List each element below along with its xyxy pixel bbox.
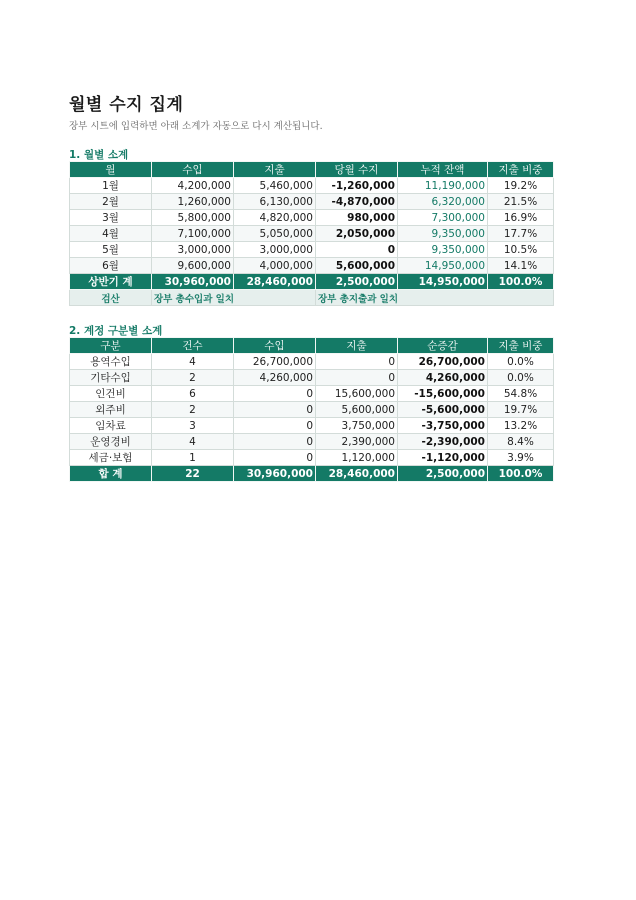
total-label-cell[interactable]: 상반기 계: [70, 274, 152, 290]
count-cell[interactable]: 2: [152, 370, 234, 386]
accounts-table: [69, 337, 554, 482]
month-cell[interactable]: 5월: [70, 242, 152, 258]
income-cell[interactable]: 1,260,000: [152, 194, 234, 210]
check-row: [70, 290, 554, 306]
income-cell[interactable]: 9,600,000: [152, 258, 234, 274]
net-cell[interactable]: 5,600,000: [316, 258, 398, 274]
header-cell[interactable]: 수입: [152, 162, 234, 178]
header-cell[interactable]: 지출: [316, 338, 398, 354]
page-subtitle: 장부 시트에 입력하면 아래 소계가 자동으로 다시 계산됩니다.: [69, 121, 323, 132]
expense-cell[interactable]: 5,460,000: [234, 178, 316, 194]
balance-cell[interactable]: 9,350,000: [398, 226, 488, 242]
expense-cell[interactable]: 0: [316, 370, 398, 386]
total-count-cell[interactable]: 22: [152, 466, 234, 482]
header-cell[interactable]: 지출 비중: [488, 162, 554, 178]
monthly-table: [69, 161, 554, 306]
table-row: [70, 242, 554, 258]
expense-cell[interactable]: 0: [316, 354, 398, 370]
month-cell[interactable]: 6월: [70, 258, 152, 274]
net-cell[interactable]: 4,260,000: [398, 370, 488, 386]
total-net-cell[interactable]: 2,500,000: [316, 274, 398, 290]
total-ratio-cell[interactable]: 100.0%: [488, 466, 554, 482]
expense-cell[interactable]: 3,000,000: [234, 242, 316, 258]
category-cell[interactable]: 기타수입: [70, 370, 152, 386]
ratio-cell[interactable]: 0.0%: [488, 370, 554, 386]
balance-cell[interactable]: 9,350,000: [398, 242, 488, 258]
accounts-section-title: 2. 계정 구분별 소계: [69, 325, 163, 337]
expense-cell[interactable]: 3,750,000: [316, 418, 398, 434]
balance-cell[interactable]: 11,190,000: [398, 178, 488, 194]
header-cell[interactable]: 월: [70, 162, 152, 178]
ratio-cell[interactable]: 16.9%: [488, 210, 554, 226]
category-cell[interactable]: 외주비: [70, 402, 152, 418]
balance-cell[interactable]: 6,320,000: [398, 194, 488, 210]
total-row: [70, 466, 554, 482]
total-ratio-cell[interactable]: 100.0%: [488, 274, 554, 290]
accounts-header-row: [70, 338, 554, 354]
count-cell[interactable]: 6: [152, 386, 234, 402]
income-cell[interactable]: 4,200,000: [152, 178, 234, 194]
income-cell[interactable]: 0: [234, 450, 316, 466]
net-cell[interactable]: -15,600,000: [398, 386, 488, 402]
income-cell[interactable]: 4,260,000: [234, 370, 316, 386]
check-label-cell[interactable]: 검산: [70, 290, 152, 306]
category-cell[interactable]: 임차료: [70, 418, 152, 434]
table-row: [70, 354, 554, 370]
income-cell[interactable]: 26,700,000: [234, 354, 316, 370]
net-cell[interactable]: 2,050,000: [316, 226, 398, 242]
header-cell[interactable]: 지출 비중: [488, 338, 554, 354]
count-cell[interactable]: 3: [152, 418, 234, 434]
ratio-cell[interactable]: 8.4%: [488, 434, 554, 450]
ratio-cell[interactable]: 19.7%: [488, 402, 554, 418]
net-cell[interactable]: -1,260,000: [316, 178, 398, 194]
total-expense-cell[interactable]: 28,460,000: [316, 466, 398, 482]
ratio-cell[interactable]: 10.5%: [488, 242, 554, 258]
ratio-cell[interactable]: 19.2%: [488, 178, 554, 194]
income-cell[interactable]: 0: [234, 402, 316, 418]
income-cell[interactable]: 0: [234, 418, 316, 434]
header-cell[interactable]: 당월 수지: [316, 162, 398, 178]
expense-cell[interactable]: 4,000,000: [234, 258, 316, 274]
ratio-cell[interactable]: 13.2%: [488, 418, 554, 434]
income-cell[interactable]: 3,000,000: [152, 242, 234, 258]
expense-cell[interactable]: 6,130,000: [234, 194, 316, 210]
total-row: [70, 274, 554, 290]
table-row: [70, 370, 554, 386]
table-row: [70, 210, 554, 226]
balance-cell[interactable]: 14,950,000: [398, 258, 488, 274]
net-cell[interactable]: 0: [316, 242, 398, 258]
total-label-cell[interactable]: 합 계: [70, 466, 152, 482]
header-cell[interactable]: 순증감: [398, 338, 488, 354]
income-cell[interactable]: 7,100,000: [152, 226, 234, 242]
ratio-cell[interactable]: 3.9%: [488, 450, 554, 466]
month-cell[interactable]: 2월: [70, 194, 152, 210]
count-cell[interactable]: 4: [152, 354, 234, 370]
ratio-cell[interactable]: 21.5%: [488, 194, 554, 210]
net-cell[interactable]: 26,700,000: [398, 354, 488, 370]
income-cell[interactable]: 0: [234, 386, 316, 402]
net-cell[interactable]: -1,120,000: [398, 450, 488, 466]
month-cell[interactable]: 4월: [70, 226, 152, 242]
header-cell[interactable]: 수입: [234, 338, 316, 354]
total-income-cell[interactable]: 30,960,000: [234, 466, 316, 482]
category-cell[interactable]: 인건비: [70, 386, 152, 402]
table-row: [70, 226, 554, 242]
net-cell[interactable]: -3,750,000: [398, 418, 488, 434]
category-cell[interactable]: 세금·보험: [70, 450, 152, 466]
category-cell[interactable]: 용역수입: [70, 354, 152, 370]
table-row: [70, 194, 554, 210]
ratio-cell[interactable]: 17.7%: [488, 226, 554, 242]
check-expense-cell[interactable]: 장부 총지출과 일치: [316, 290, 554, 306]
header-cell[interactable]: 구분: [70, 338, 152, 354]
header-cell[interactable]: 누적 잔액: [398, 162, 488, 178]
header-cell[interactable]: 지출: [234, 162, 316, 178]
page-title: 월별 수지 집계: [69, 95, 184, 115]
table-row: [70, 402, 554, 418]
table-row: [70, 178, 554, 194]
monthly-header-row: [70, 162, 554, 178]
total-net-cell[interactable]: 2,500,000: [398, 466, 488, 482]
total-income-cell[interactable]: 30,960,000: [152, 274, 234, 290]
category-cell[interactable]: 운영경비: [70, 434, 152, 450]
income-cell[interactable]: 5,800,000: [152, 210, 234, 226]
expense-cell[interactable]: 4,820,000: [234, 210, 316, 226]
expense-cell[interactable]: 2,390,000: [316, 434, 398, 450]
ratio-cell[interactable]: 14.1%: [488, 258, 554, 274]
count-cell[interactable]: 1: [152, 450, 234, 466]
expense-cell[interactable]: 15,600,000: [316, 386, 398, 402]
income-cell[interactable]: 0: [234, 434, 316, 450]
total-expense-cell[interactable]: 28,460,000: [234, 274, 316, 290]
net-cell[interactable]: 980,000: [316, 210, 398, 226]
table-row: [70, 450, 554, 466]
expense-cell[interactable]: 5,050,000: [234, 226, 316, 242]
check-income-cell[interactable]: 장부 총수입과 일치: [152, 290, 316, 306]
ratio-cell[interactable]: 0.0%: [488, 354, 554, 370]
expense-cell[interactable]: 5,600,000: [316, 402, 398, 418]
table-row: [70, 258, 554, 274]
table-row: [70, 386, 554, 402]
table-row: [70, 434, 554, 450]
balance-cell[interactable]: 7,300,000: [398, 210, 488, 226]
count-cell[interactable]: 2: [152, 402, 234, 418]
monthly-section-title: 1. 월별 소계: [69, 149, 129, 161]
table-row: [70, 418, 554, 434]
expense-cell[interactable]: 1,120,000: [316, 450, 398, 466]
net-cell[interactable]: -4,870,000: [316, 194, 398, 210]
net-cell[interactable]: -5,600,000: [398, 402, 488, 418]
month-cell[interactable]: 1월: [70, 178, 152, 194]
ratio-cell[interactable]: 54.8%: [488, 386, 554, 402]
month-cell[interactable]: 3월: [70, 210, 152, 226]
header-cell[interactable]: 건수: [152, 338, 234, 354]
total-balance-cell[interactable]: 14,950,000: [398, 274, 488, 290]
count-cell[interactable]: 4: [152, 434, 234, 450]
net-cell[interactable]: -2,390,000: [398, 434, 488, 450]
